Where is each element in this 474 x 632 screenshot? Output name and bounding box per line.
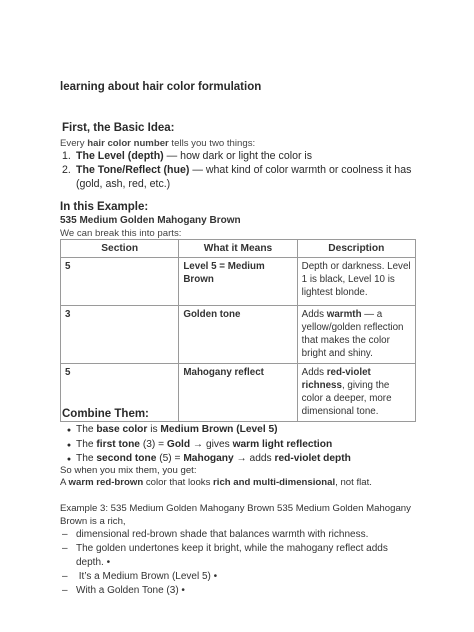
example-name: 535 Medium Golden Mahogany Brown — [60, 215, 241, 226]
description-bold: warmth — [326, 309, 362, 320]
description-text-post: , giving the color a deeper, more dimensional tone. — [301, 380, 392, 417]
description-cell — [297, 364, 415, 422]
list-item — [62, 528, 388, 542]
meaning-cell: Level 5 = Medium Brown — [179, 258, 297, 306]
list-item — [62, 570, 388, 584]
meaning-cell: Mahogany reflect — [179, 364, 297, 422]
item-bold: second tone — [96, 453, 157, 464]
item-bold: warm light reflection — [232, 438, 333, 450]
basic-intro-post: tells you two things: — [168, 138, 256, 149]
column-header-section: Section — [61, 240, 179, 258]
basic-intro-bold: hair color number — [87, 138, 169, 149]
result-text: , not flat. — [335, 477, 372, 488]
item-text: depth. • — [76, 557, 111, 568]
bullet-icon: ● — [66, 441, 72, 449]
column-header-meaning: What it Means — [179, 240, 297, 258]
description-cell — [297, 258, 415, 306]
item-bold: Mahogany — [183, 453, 234, 464]
list-item — [62, 149, 411, 163]
description-cell — [297, 306, 415, 364]
item-bold: Medium Brown (Level 5) — [160, 424, 278, 435]
basic-intro-pre: Every — [60, 138, 88, 149]
table-header-row — [61, 240, 416, 258]
section-cell: 5 — [61, 364, 179, 422]
item-text: The golden undertones keep it bright, while the mahogany reflect adds — [76, 543, 388, 554]
item-text: The — [76, 438, 97, 450]
description-text: Adds — [301, 309, 327, 320]
description-text: Depth or darkness. Level 1 is black, Level 10 is lightest blonde. — [301, 261, 411, 298]
basic-list — [62, 149, 411, 191]
item-text: It’s a Medium Brown (Level 5) • — [76, 571, 218, 582]
example-heading: In this Example: — [60, 201, 149, 213]
item-text: dimensional red-brown shade that balances warmth with richness. — [76, 529, 369, 540]
dash-icon: – — [62, 571, 68, 582]
list-item — [62, 163, 411, 177]
column-header-description: Description — [297, 240, 415, 258]
bullet-icon: ● — [66, 456, 72, 463]
basic-intro — [60, 138, 255, 149]
item-text: is — [147, 424, 161, 435]
description-text-post: — a yellow/golden reflection that makes the color bright and shiny. — [301, 309, 404, 359]
section-cell: 3 — [61, 306, 179, 364]
result-line — [60, 477, 372, 488]
item-text: The — [76, 424, 97, 435]
combine-heading: Combine Them: — [62, 408, 149, 420]
item-text: → gives — [190, 438, 233, 450]
dash-icon: – — [62, 543, 68, 554]
list-item-continuation — [62, 556, 388, 570]
item-text: — how dark or light the color is — [163, 150, 313, 162]
description-bold: red-violet richness — [301, 367, 371, 391]
example3-line1: Example 3: 535 Medium Golden Mahogany Brown 535 Medium Golden Mahogany — [60, 503, 411, 514]
dash-icon: – — [62, 585, 68, 596]
table-row — [61, 258, 416, 306]
item-text: → adds — [233, 453, 275, 464]
page-title: learning about hair color formulation — [60, 81, 262, 93]
meaning-cell: Golden tone — [179, 306, 297, 364]
list-item — [62, 438, 351, 453]
item-bold: first tone — [96, 438, 140, 450]
item-text: The — [76, 453, 97, 464]
item-text: With a Golden Tone (3) • — [76, 585, 185, 596]
item-bold: base color — [96, 424, 148, 435]
result-bold: warm red-brown — [68, 477, 144, 488]
example-intro: We can break this into parts: — [60, 228, 182, 239]
item-text: — what kind of color warmth or coolness it has — [189, 164, 412, 176]
breakdown-table — [60, 239, 416, 422]
item-continuation: (gold, ash, red, etc.) — [76, 178, 171, 190]
bullet-icon: ● — [66, 427, 72, 434]
result-bold: rich and multi-dimensional — [213, 477, 336, 488]
result-text: color that looks — [143, 477, 214, 488]
item-text: (5) = — [156, 453, 184, 464]
table-row — [61, 306, 416, 364]
dash-icon: – — [62, 529, 68, 540]
mix-line: So when you mix them, you get: — [60, 465, 197, 476]
item-bold: The Tone/Reflect (hue) — [76, 164, 190, 176]
item-bold: red-violet depth — [274, 453, 351, 464]
item-number: 1. — [62, 150, 71, 162]
list-item — [62, 423, 351, 438]
list-item — [62, 584, 388, 598]
result-text: A — [60, 477, 69, 488]
combine-list — [62, 423, 351, 467]
item-number: 2. — [62, 164, 71, 176]
item-text: (3) = — [139, 438, 167, 450]
example3-line2: Brown is a rich, — [60, 516, 126, 527]
description-text: Adds — [301, 367, 327, 378]
item-bold: Gold — [166, 438, 191, 450]
item-bold: The Level (depth) — [76, 150, 164, 162]
list-item — [62, 542, 388, 556]
dash-list — [62, 528, 388, 598]
section-cell: 5 — [61, 258, 179, 306]
basic-idea-heading: First, the Basic Idea: — [62, 122, 175, 134]
